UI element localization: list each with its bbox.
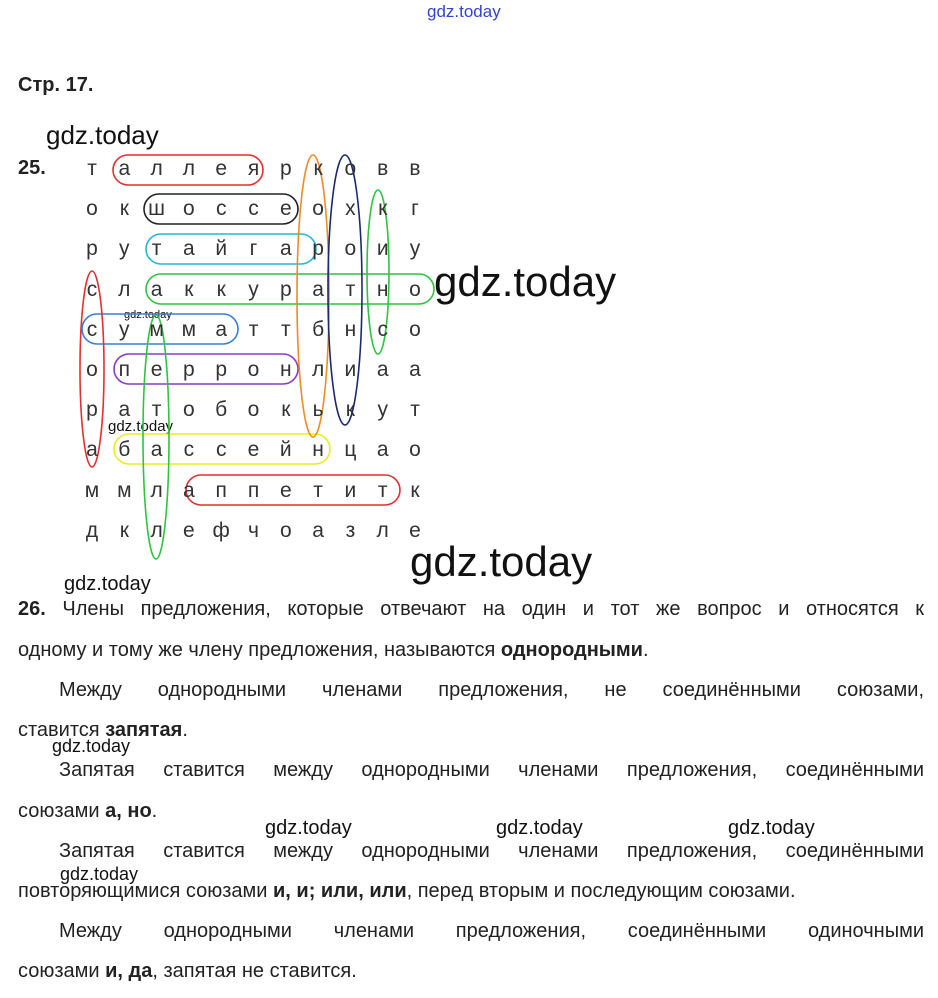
grid-letter: о — [247, 398, 260, 422]
ex26-p5-end: , запятая не ставится. — [152, 960, 357, 982]
grid-letter: к — [216, 277, 226, 301]
ex26-p3-line2 — [18, 799, 924, 823]
grid-letter: т — [377, 478, 388, 502]
grid-letter: о — [247, 358, 260, 381]
grid-letter: е — [150, 358, 163, 381]
grid-letter: м — [149, 317, 164, 341]
grid-letter: о — [183, 197, 195, 221]
grid-letter: б — [118, 438, 131, 462]
ex26-p2-text: Между однородными членами предложения, не соединёнными союзами, — [59, 679, 924, 701]
grid-letter: р — [183, 358, 195, 381]
grid-letter: а — [215, 317, 228, 341]
ex26-p3-end: . — [151, 800, 158, 822]
grid-letter: к — [281, 398, 291, 422]
grid-letter: б — [312, 317, 325, 341]
ex26-p4-text: Запятая ставится между однородными членами предложения, соединёнными — [59, 840, 924, 862]
grid-letter: у — [377, 398, 388, 422]
ex26-p1-text: Члены предложения, которые отвечают на один и тот же вопрос и относятся к — [62, 598, 924, 620]
grid-letter: а — [118, 398, 131, 422]
ex26-p1-end: . — [642, 639, 649, 661]
oval-perron — [114, 354, 298, 384]
watermark-top: gdz.today — [427, 2, 501, 21]
ex26-p2-line2 — [18, 718, 924, 742]
grid-letter: у — [409, 237, 421, 261]
grid-letter: ч — [248, 518, 259, 542]
watermark: gdz.today — [496, 817, 583, 839]
ex26-p4-end: , перед вторым и последующим союзами. — [406, 880, 796, 902]
grid-letter: г — [249, 237, 258, 261]
grid-letter: е — [279, 478, 292, 502]
grid-letter: б — [215, 398, 228, 422]
grid-letter: л — [376, 518, 389, 542]
grid-letter: о — [183, 398, 195, 422]
ex26-p4-line1 — [18, 839, 924, 863]
grid-letter: с — [377, 317, 388, 341]
grid-letter: м — [84, 478, 100, 502]
grid-letter: к — [313, 157, 323, 180]
grid-letter: л — [182, 157, 196, 180]
grid-letter: н — [312, 438, 324, 462]
grid-letter: л — [150, 518, 163, 542]
grid-letter: ш — [148, 197, 166, 221]
grid-letter: р — [86, 237, 98, 261]
grid-letter: п — [215, 478, 227, 502]
ex26-p5-line2 — [18, 959, 924, 983]
ex26-p2-end: . — [182, 719, 188, 741]
grid-letter: н — [344, 317, 357, 341]
grid-letter: л — [150, 478, 163, 502]
grid-letter: о — [344, 157, 357, 180]
grid-letter: т — [280, 317, 291, 341]
watermark: gdz.today — [60, 864, 139, 884]
grid-letter: р — [312, 237, 324, 261]
grid-letter: х — [345, 197, 356, 221]
ex26-p3-text2: союзами — [18, 800, 106, 822]
grid-letter: р — [215, 358, 228, 381]
grid-letter: к — [119, 197, 129, 221]
grid-letter: к — [378, 197, 388, 221]
page-reference: Стр. 17. — [18, 74, 94, 96]
term-i-da: и, да — [105, 960, 153, 982]
grid-letter: о — [86, 358, 98, 381]
ex26-p5-text2: союзами — [18, 960, 106, 982]
grid-letter: м — [117, 478, 132, 502]
grid-letter: о — [312, 197, 324, 221]
grid-letter: т — [345, 277, 356, 301]
watermark: gdz.today — [108, 418, 174, 435]
ex26-p1-line2 — [18, 638, 924, 662]
grid-letter: т — [151, 237, 162, 261]
grid-letter: а — [376, 358, 389, 381]
grid-letter: ц — [344, 438, 357, 462]
grid-letter: д — [85, 518, 99, 542]
grid-letter: в — [377, 157, 389, 180]
grid-letter: с — [215, 438, 227, 462]
ex26-p3-line1 — [18, 758, 924, 782]
grid-letter: п — [247, 478, 260, 502]
grid-letter: р — [279, 277, 292, 301]
watermark: gdz.today — [124, 309, 172, 321]
grid-letter: н — [376, 277, 389, 301]
grid-letter: а — [312, 277, 324, 301]
grid-letter: к — [119, 518, 129, 542]
grid-letter: т — [87, 157, 97, 180]
grid-letter: е — [247, 438, 260, 462]
grid-letter: а — [150, 277, 163, 301]
grid-letter: ф — [212, 518, 230, 542]
grid-letter: н — [279, 358, 292, 381]
ex26-p3-text: Запятая ставится между однородными членами предложения, соединёнными — [59, 759, 924, 781]
exercise-26-number: 26. — [18, 598, 46, 620]
watermark: gdz.today — [46, 120, 159, 150]
grid-letter: й — [279, 438, 292, 462]
term-a-no: а, но — [105, 800, 152, 822]
ex26-p2-line1 — [18, 678, 924, 702]
grid-letter: о — [409, 277, 421, 301]
grid-letter: а — [312, 518, 324, 542]
grid-letter: с — [86, 277, 98, 301]
ex26-p4-text2: повторяющимися союзами — [18, 880, 273, 902]
watermark: gdz.today — [410, 538, 593, 585]
grid-letter: у — [119, 237, 130, 261]
ex26-p2-text2: ставится — [18, 719, 106, 741]
grid-letter: т — [313, 478, 323, 502]
ex26-p1-text2: одному и тому же члену предложения, называются — [18, 639, 501, 661]
grid-letter: а — [150, 438, 163, 462]
grid-letter: о — [409, 317, 421, 341]
grid-letter: а — [376, 438, 389, 462]
term-odnorodnye: однородными — [500, 639, 643, 661]
grid-letter: е — [409, 518, 421, 542]
grid-letter: л — [311, 358, 325, 381]
grid-letter: й — [215, 237, 228, 261]
watermark: gdz.today — [265, 817, 352, 839]
grid-letter: з — [345, 518, 356, 542]
grid-letter: ь — [312, 398, 324, 422]
grid-letter: и — [344, 478, 357, 502]
grid-letter: о — [409, 438, 421, 462]
grid-letter: г — [411, 197, 419, 221]
grid-letter: с — [248, 197, 259, 221]
grid-letter: е — [279, 197, 292, 221]
grid-letter: л — [150, 157, 163, 180]
grid-letter: е — [215, 157, 228, 180]
grid-letter: а — [279, 237, 292, 261]
grid-letter: а — [183, 478, 195, 502]
term-i-i-ili-ili: и, и; или, или — [272, 880, 407, 902]
grid-letter: а — [183, 237, 195, 261]
grid-letter: о — [86, 197, 98, 221]
exercise-25-number: 25. — [18, 157, 46, 179]
grid-letter: и — [376, 237, 389, 261]
grid-letter: а — [118, 157, 131, 180]
grid-letter: я — [247, 157, 260, 180]
grid-letter: и — [344, 358, 357, 381]
ex26-p1-line1 — [18, 597, 924, 621]
grid-letter: о — [279, 518, 292, 542]
grid-letter: л — [118, 277, 131, 301]
grid-letter: у — [248, 277, 259, 301]
grid-letter: у — [119, 317, 130, 341]
grid-letter: п — [118, 358, 130, 381]
grid-letter: т — [248, 317, 259, 341]
grid-letter: а — [409, 358, 421, 381]
grid-letter: в — [409, 157, 421, 180]
grid-letter: к — [184, 277, 194, 301]
term-zapyataya: запятая — [105, 719, 183, 741]
grid-letter: т — [151, 398, 162, 422]
grid-letter: е — [183, 518, 195, 542]
watermark: gdz.today — [64, 573, 151, 595]
grid-letter: а — [86, 438, 98, 462]
ex26-p4-line2 — [18, 879, 924, 903]
watermark: gdz.today — [52, 736, 131, 756]
grid-letter: с — [86, 317, 98, 341]
grid-letter: с — [215, 197, 227, 221]
grid-letter: с — [183, 438, 195, 462]
grid-letter: т — [410, 398, 420, 422]
grid-letter: к — [410, 478, 420, 502]
grid-letter: к — [345, 398, 355, 422]
grid-letter: м — [181, 317, 197, 341]
ex26-p5-text: Между однородными членами предложения, соединёнными одиночными — [59, 920, 924, 942]
ex26-p5-line1 — [18, 919, 924, 943]
grid-letter: р — [279, 157, 292, 180]
grid-letter: о — [344, 237, 357, 261]
watermark: gdz.today — [434, 258, 617, 305]
grid-letter: р — [86, 398, 98, 422]
watermark: gdz.today — [728, 817, 815, 839]
